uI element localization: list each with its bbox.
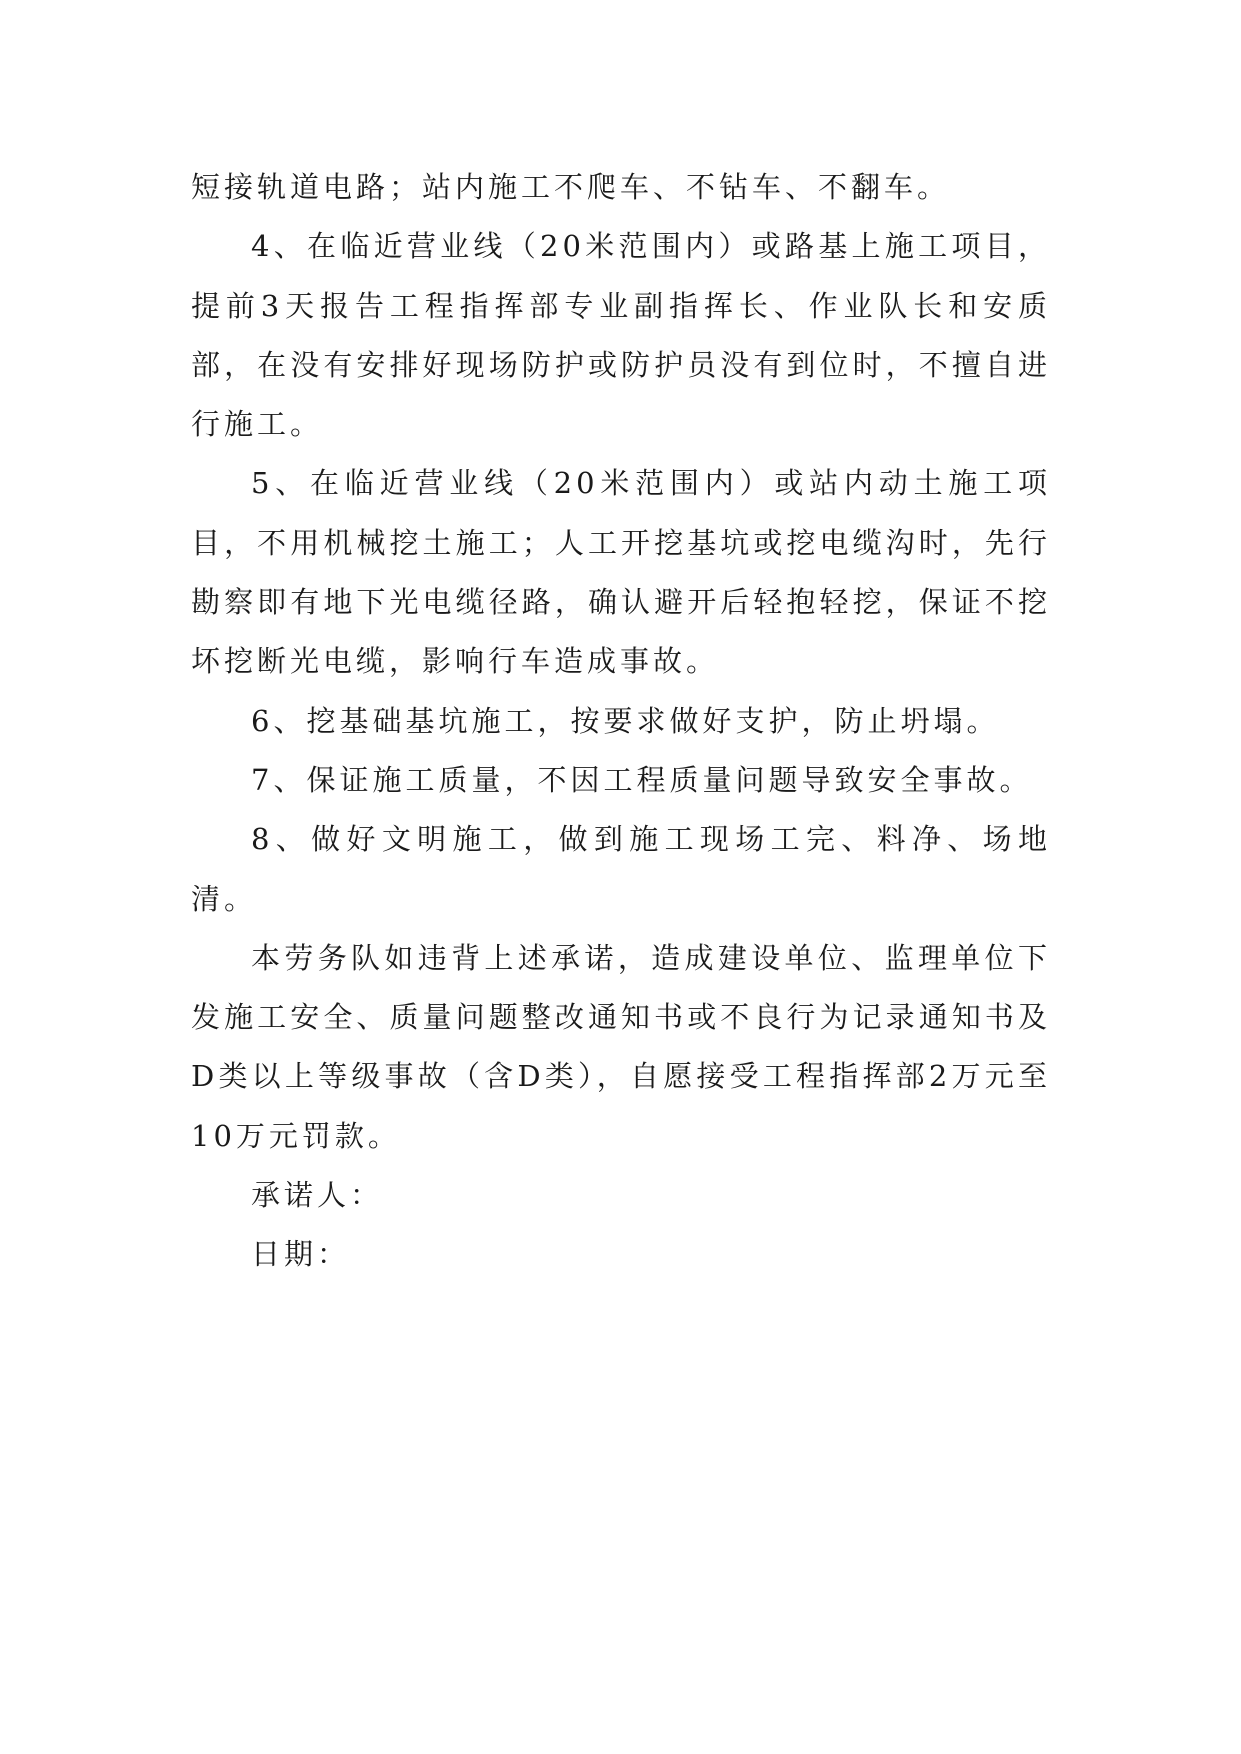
paragraph-continuation: 短接轨道电路；站内施工不爬车、不钻车、不翻车。 — [191, 170, 951, 204]
signature-promisor-label: 承诺人： — [251, 1178, 384, 1213]
paragraph-item-8: 8、做好文明施工，做到施工现场工完、料净、场地清。 — [191, 822, 1051, 916]
document-body — [191, 158, 1051, 1285]
paragraph-item-7: 7、保证施工质量，不因工程质量问题导致安全事故。 — [251, 762, 1033, 797]
paragraph-item-6: 6、挖基础基坑施工，按要求做好支护，防止坍塌。 — [251, 703, 1000, 738]
paragraph-item-5: 5、在临近营业线（20米范围内）或站内动土施工项目，不用机械挖土施工；人工开挖基坑或挖电缆沟时，先行勘察即有地下光电缆径路，确认避开后轻抱轻挖，保证不挖坏挖断光电缆，影响行车造成事故。 — [191, 466, 1051, 679]
signature-date-label: 日期： — [251, 1237, 351, 1272]
paragraph-penalty-statement: 本劳务队如违背上述承诺，造成建设单位、监理单位下发施工安全、质量问题整改通知书或不良行为记录通知书及D类以上等级事故（含D类），自愿接受工程指挥部2万元至10万元罚款。 — [191, 940, 1051, 1153]
paragraph-item-4: 4、在临近营业线（20米范围内）或路基上施工项目，提前3天报告工程指挥部专业副指挥长、作业队长和安质部，在没有安排好现场防护或防护员没有到位时，不擅自进行施工。 — [191, 229, 1051, 442]
